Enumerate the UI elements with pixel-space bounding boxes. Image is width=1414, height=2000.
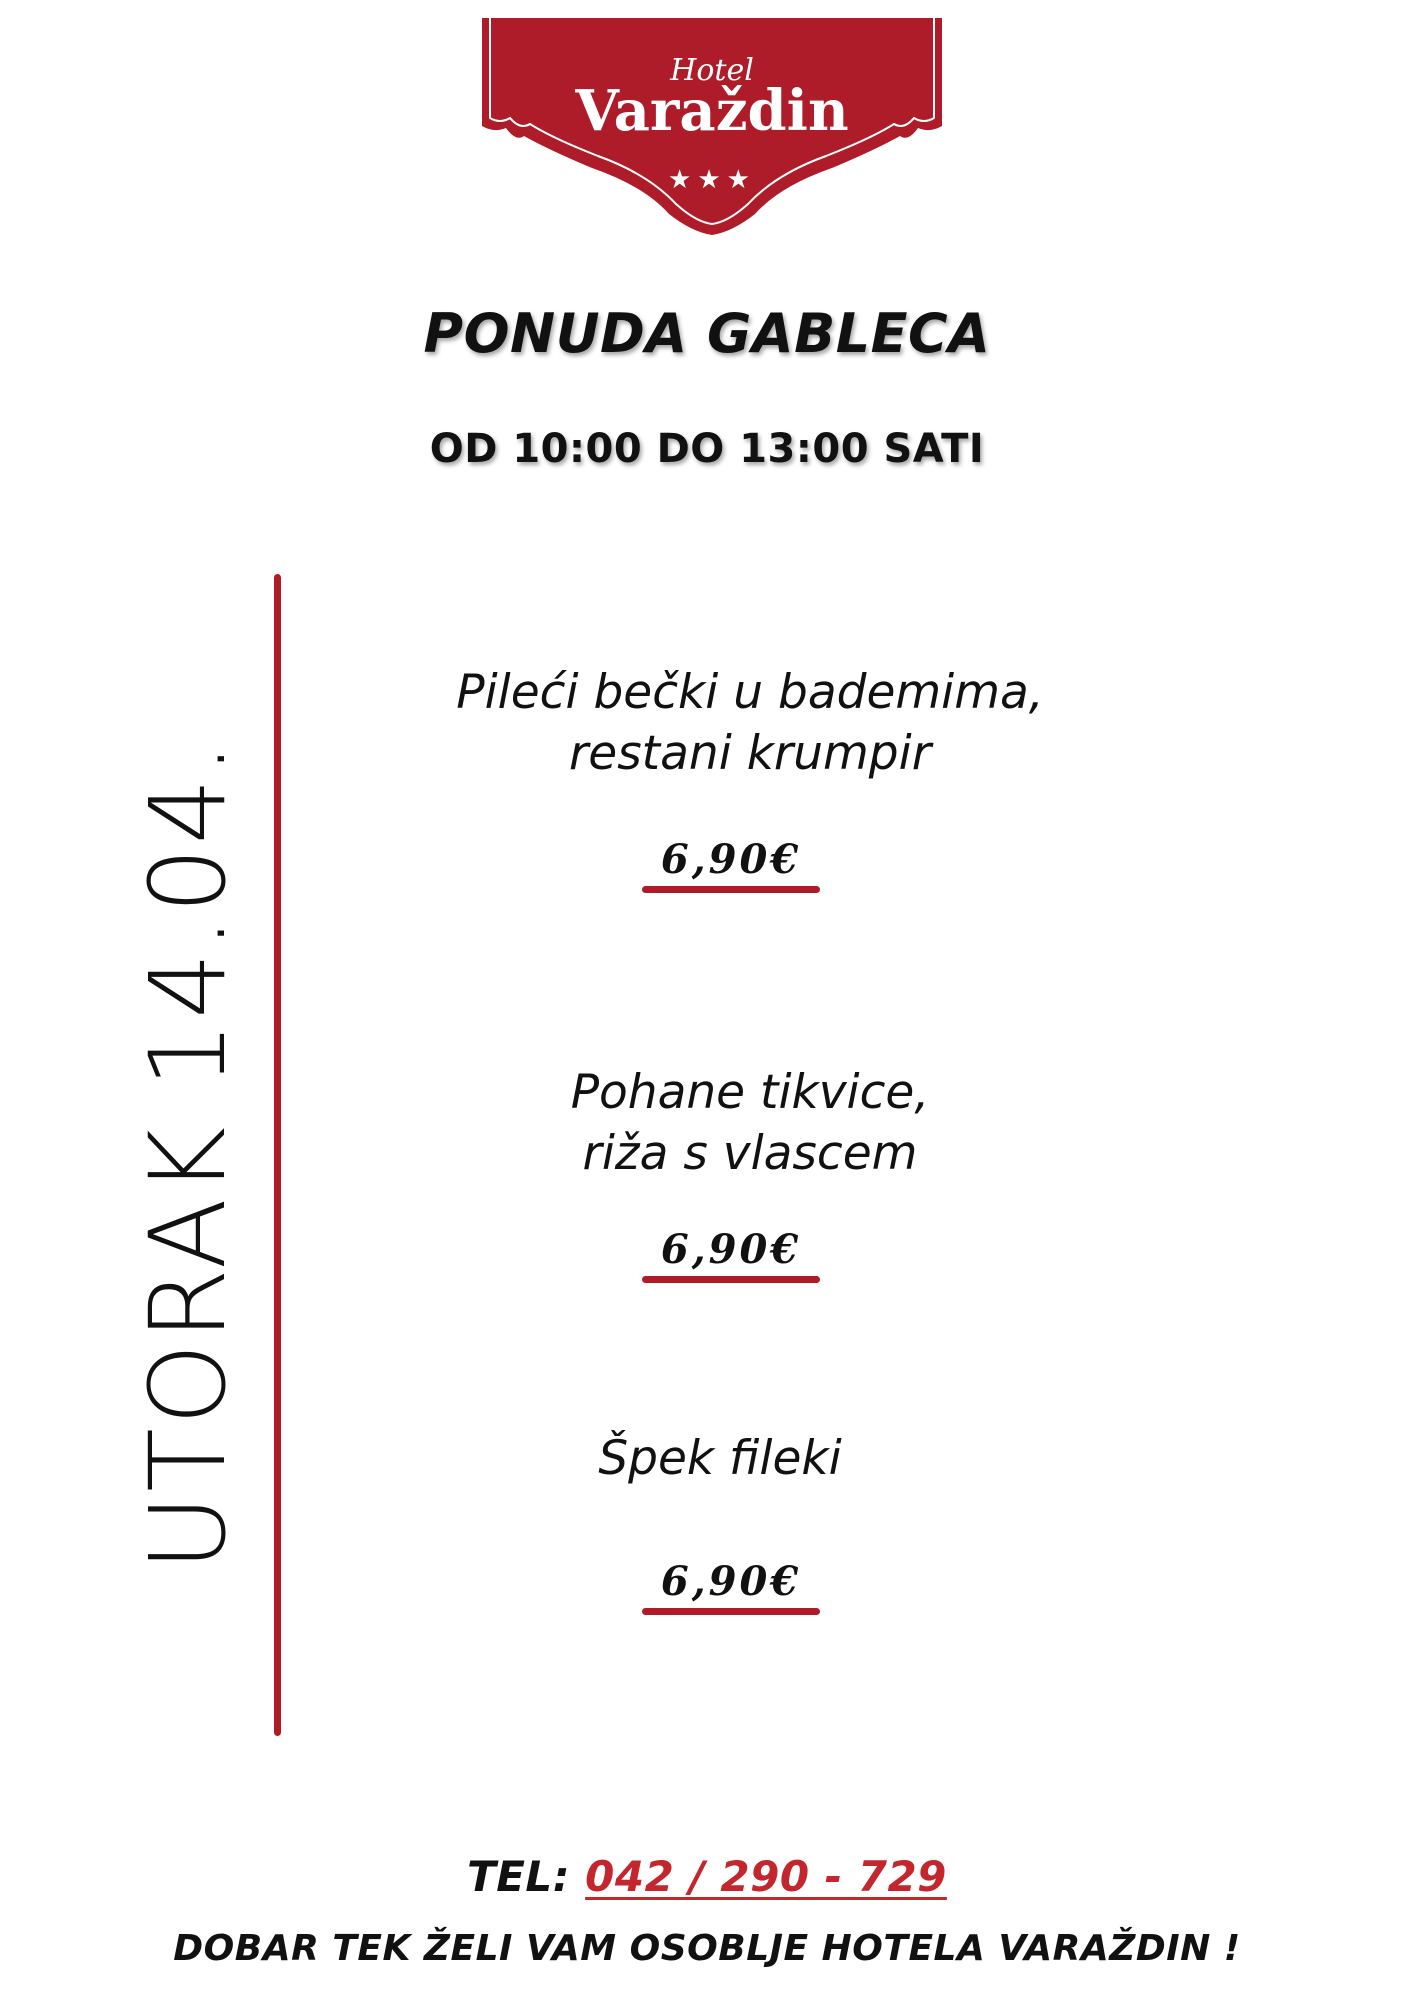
- menu-item-3-price: 6,90€: [660, 1558, 802, 1605]
- menu-item-2: [400, 1062, 1100, 1184]
- logo-stars: ★★★: [668, 165, 756, 195]
- logo-hotel-text: Hotel: [670, 53, 754, 88]
- vertical-divider: [274, 574, 281, 1736]
- menu-item-3: [370, 1428, 1070, 1489]
- closing-message: DOBAR TEK ŽELI VAM OSOBLJE HOTELA VARAŽDIN !: [173, 1928, 1241, 1969]
- menu-item-1: [400, 662, 1100, 784]
- serving-hours: OD 10:00 DO 13:00 SATI: [429, 426, 985, 472]
- menu-item-1-price-underline: [642, 886, 820, 893]
- phone-label: TEL:: [467, 1852, 570, 1901]
- hotel-logo: [480, 18, 944, 238]
- phone-number-link[interactable]: 042 / 290 - 729: [585, 1852, 947, 1901]
- menu-item-1-price: 6,90€: [660, 836, 802, 883]
- menu-item-2-line-2: riža s vlascem: [582, 1126, 918, 1181]
- menu-item-3-price-underline: [642, 1608, 820, 1615]
- logo-name-text: Varaždin: [575, 78, 849, 144]
- menu-item-2-price-underline: [642, 1276, 820, 1283]
- menu-item-1-line-1: Pileći bečki u bademima,: [456, 665, 1044, 720]
- menu-item-1-line-2: restani krumpir: [568, 726, 932, 781]
- phone-line: [0, 1852, 1414, 1901]
- page-title: PONUDA GABLECA: [423, 302, 991, 365]
- menu-item-3-line-1: Špek fileki: [598, 1431, 842, 1486]
- menu-item-2-line-1: Pohane tikvice,: [570, 1065, 930, 1120]
- day-label: UTORAK 14.04.: [127, 739, 249, 1571]
- menu-item-2-price: 6,90€: [660, 1226, 802, 1273]
